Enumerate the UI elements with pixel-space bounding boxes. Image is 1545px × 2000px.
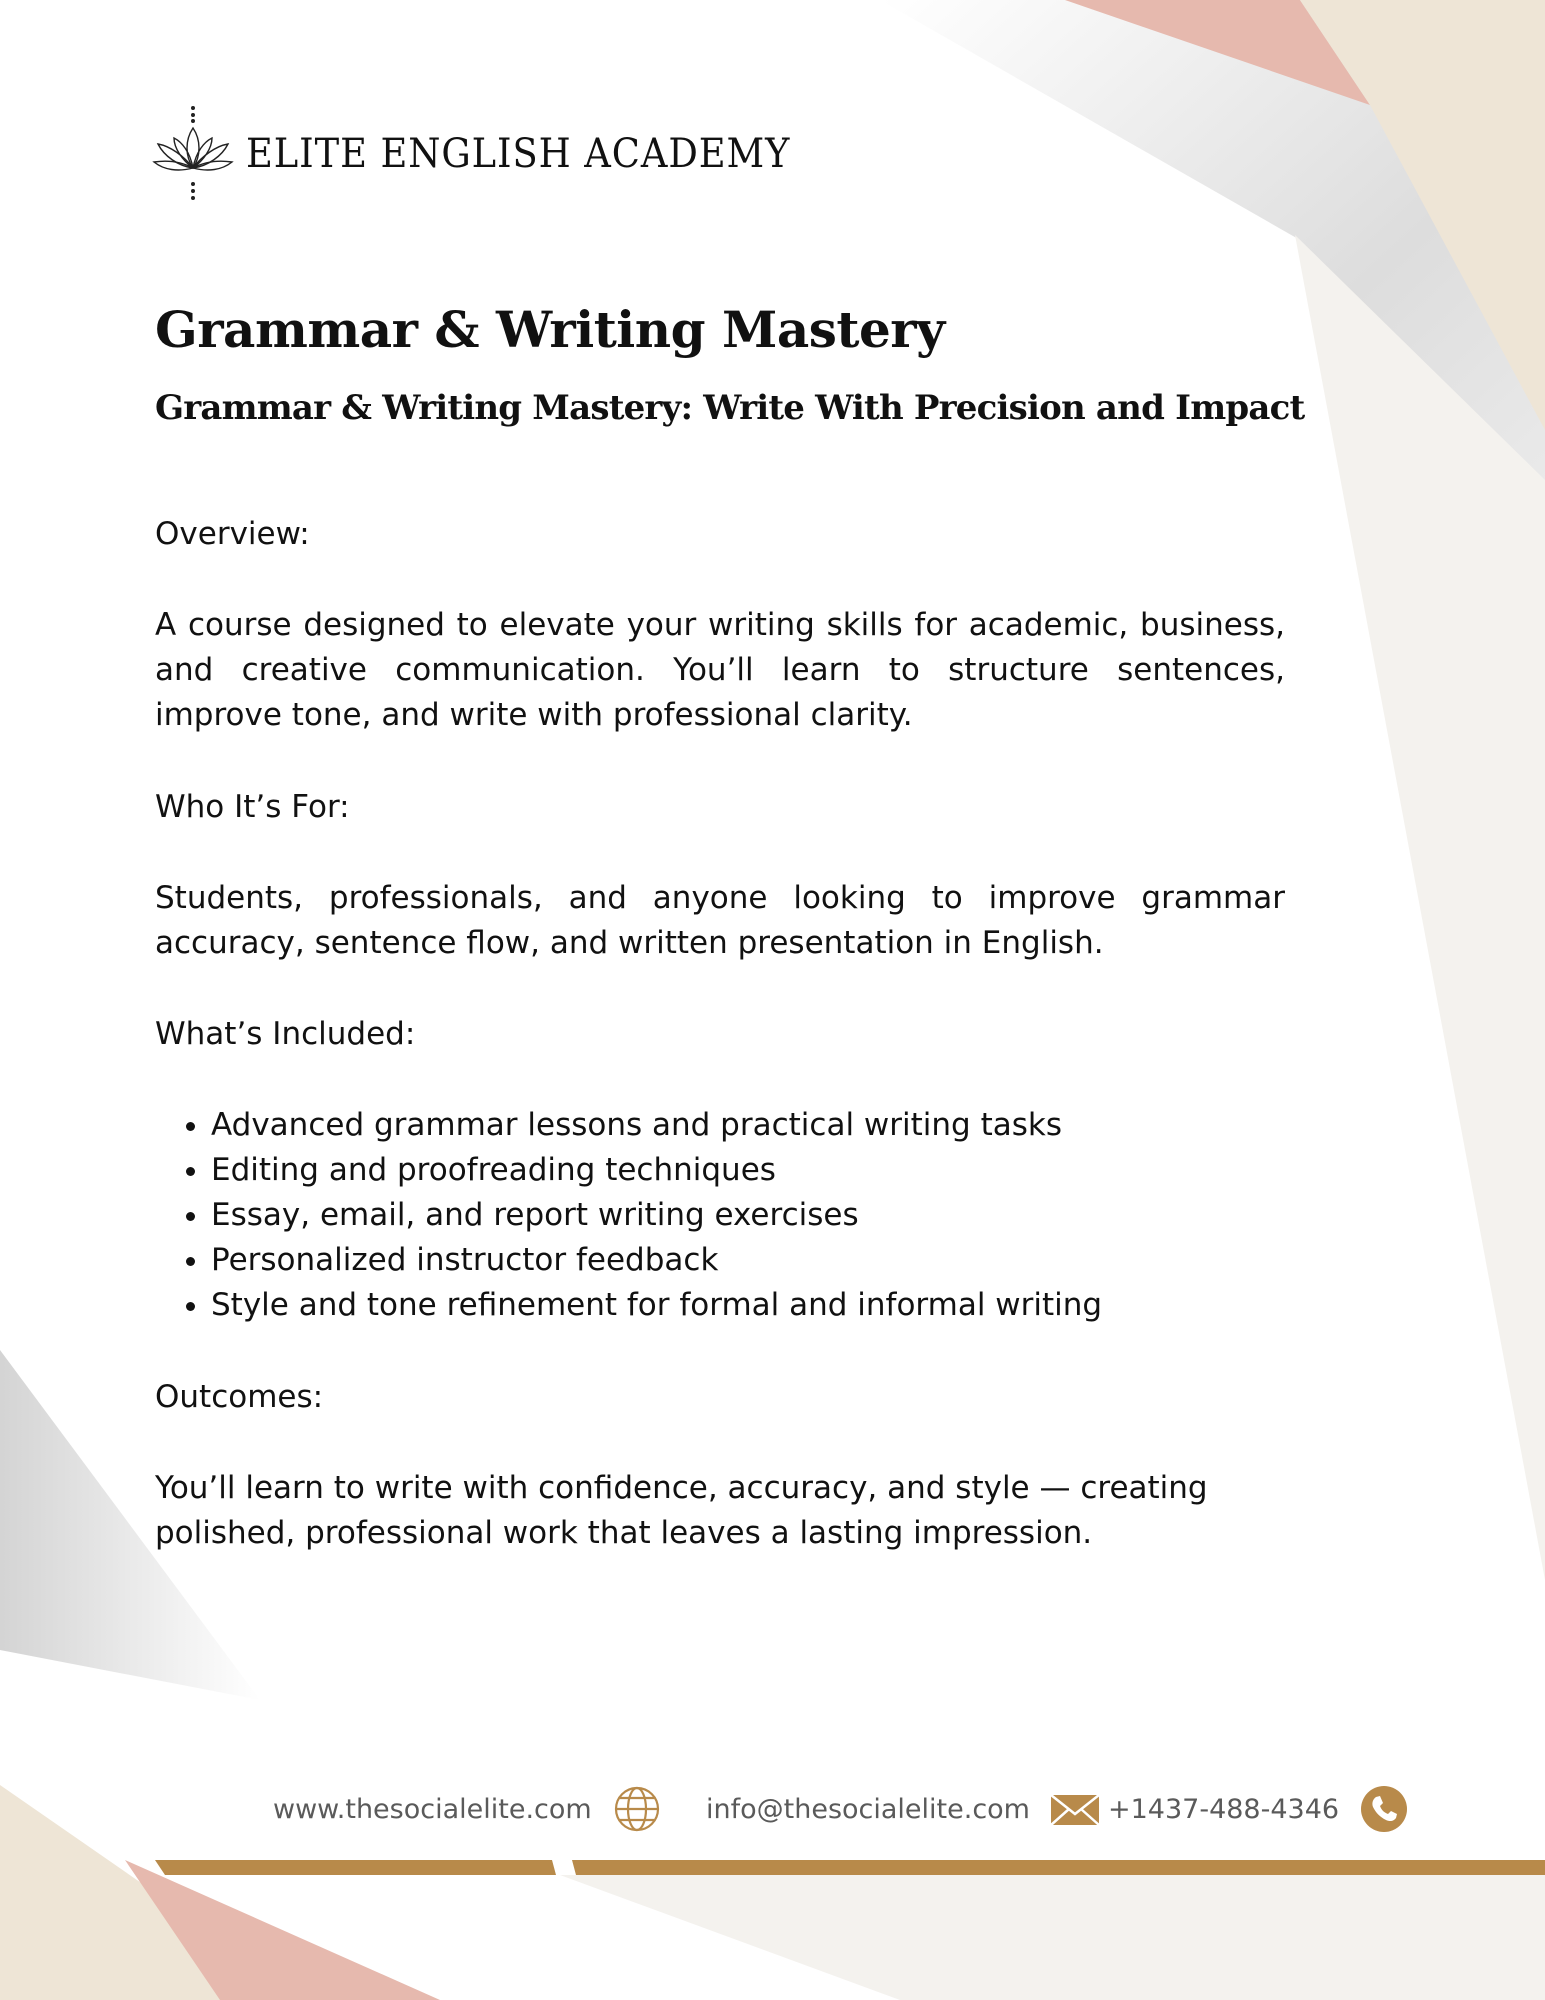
list-item: • Editing and proofreading techniques xyxy=(211,1148,1311,1193)
phone-icon xyxy=(1359,1784,1409,1834)
overview-label: Overview: xyxy=(155,516,310,552)
email-text[interactable]: info@thesocialelite.com xyxy=(706,1793,1030,1825)
audience-label: Who It’s For: xyxy=(155,789,350,825)
list-item: • Personalized instructor feedback xyxy=(211,1238,1311,1283)
brand-name: ELITE ENGLISH ACADEMY xyxy=(246,131,791,177)
phone-text[interactable]: +1437-488-4346 xyxy=(1108,1793,1340,1825)
footer-website[interactable] xyxy=(273,1784,662,1834)
list-item: • Style and tone refinement for formal and informal writing xyxy=(211,1283,1311,1328)
audience-text: Students, professionals, and anyone looking to improve grammar accuracy, sentence flow, and written presentation in English. xyxy=(155,880,1285,961)
included-label: What’s Included: xyxy=(155,1016,416,1052)
envelope-icon xyxy=(1050,1784,1100,1834)
included-list xyxy=(155,1103,1311,1328)
list-item: • Essay, email, and report writing exercises xyxy=(211,1193,1311,1238)
brand-logo xyxy=(152,104,838,204)
page-title: Grammar & Writing Mastery xyxy=(155,300,945,359)
globe-icon xyxy=(612,1784,662,1834)
overview-text: A course designed to elevate your writing skills for academic, business, and creative communication. You’ll learn to structure sentences, improve tone, and write with professional clarity. xyxy=(155,607,1285,733)
lotus-icon xyxy=(152,104,234,204)
footer-email[interactable] xyxy=(706,1784,1100,1834)
list-item: • Advanced grammar lessons and practical writing tasks xyxy=(211,1103,1311,1148)
website-text[interactable]: www.thesocialelite.com xyxy=(273,1793,592,1825)
page-subtitle: Grammar & Writing Mastery: Write With Precision and Impact xyxy=(155,388,1305,428)
outcomes-label: Outcomes: xyxy=(155,1379,324,1415)
outcomes-text: You’ll learn to write with confidence, accuracy, and style — creating polished, professional work that leaves a lasting impression. xyxy=(155,1470,1208,1551)
footer-phone[interactable] xyxy=(1108,1784,1409,1834)
